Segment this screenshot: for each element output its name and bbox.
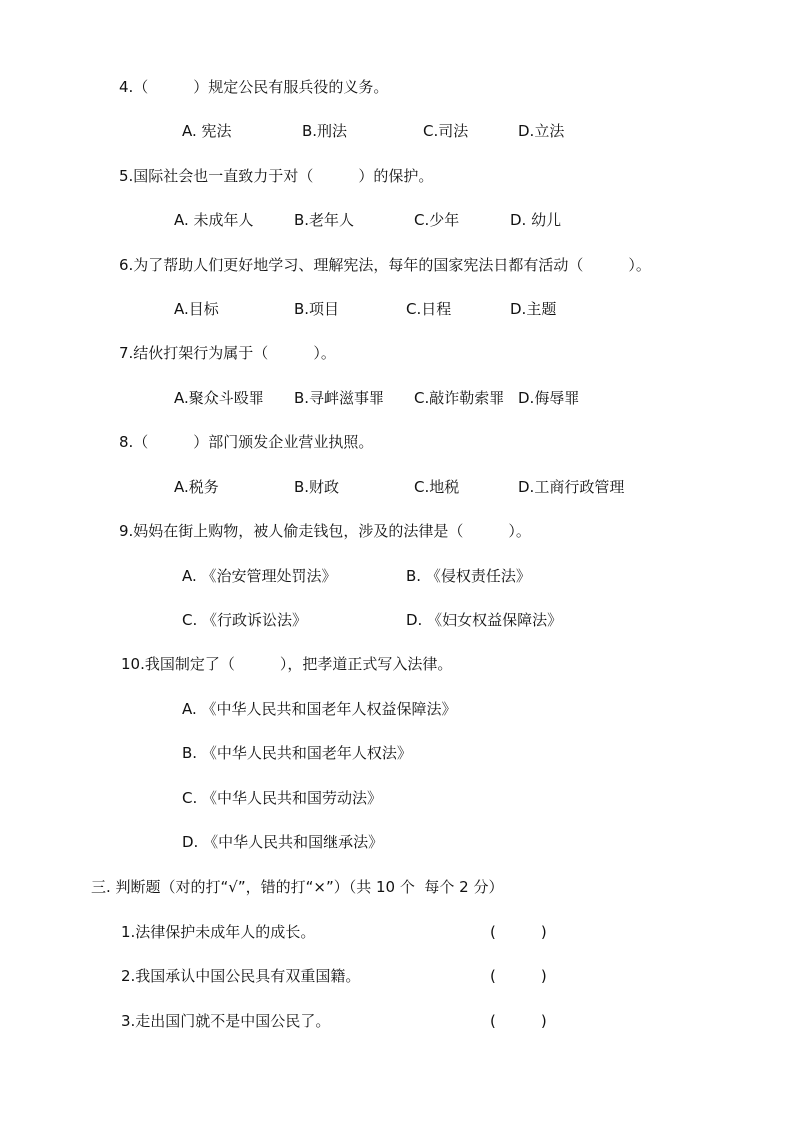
question-10-option-c: C. 《中华人民共和国劳动法》 [182, 789, 383, 807]
judge-item-3-blank: ( ) [490, 1012, 547, 1030]
question-4-option-d: D.立法 [518, 122, 565, 140]
question-7-option-c: C.敲诈勒索罪 [414, 389, 505, 407]
judge-item-2-text: 2.我国承认中国公民具有双重国籍。 [121, 967, 361, 985]
question-8-option-b: B.财政 [294, 478, 340, 496]
question-9-stem: 9.妈妈在街上购物，被人偷走钱包，涉及的法律是（ ）。 [119, 522, 531, 540]
judge-item-1-blank: ( ) [490, 923, 547, 941]
question-9-option-b: B. 《侵权责任法》 [406, 567, 531, 585]
question-5-option-c: C.少年 [414, 211, 460, 229]
question-9-option-c: C. 《行政诉讼法》 [182, 611, 308, 629]
question-9-option-a: A. 《治安管理处罚法》 [182, 567, 337, 585]
question-5-option-d: D. 幼儿 [510, 211, 562, 229]
question-10-option-a: A. 《中华人民共和国老年人权益保障法》 [182, 700, 457, 718]
question-4-stem: 4.（ ）规定公民有服兵役的义务。 [119, 78, 389, 96]
question-7-option-d: D.侮辱罪 [518, 389, 580, 407]
question-10-option-d: D. 《中华人民共和国继承法》 [182, 833, 384, 851]
question-4-option-a: A. 宪法 [182, 122, 232, 140]
question-10-stem: 10.我国制定了（ ），把孝道正式写入法律。 [121, 655, 453, 673]
question-7-option-a: A.聚众斗殴罪 [174, 389, 264, 407]
question-6-option-a: A.目标 [174, 300, 219, 318]
question-4-option-b: B.刑法 [302, 122, 348, 140]
question-5-stem: 5.国际社会也一直致力于对（ ）的保护。 [119, 167, 434, 185]
question-7-stem: 7.结伙打架行为属于（ ）。 [119, 344, 336, 362]
question-6-option-d: D.主题 [510, 300, 557, 318]
question-7-option-b: B.寻衅滋事罪 [294, 389, 385, 407]
question-5-option-b: B.老年人 [294, 211, 355, 229]
judge-item-3-text: 3.走出国门就不是中国公民了。 [121, 1012, 331, 1030]
question-9-option-d: D. 《妇女权益保障法》 [406, 611, 563, 629]
section-3-heading: 三. 判断题（对的打“√”，错的打“×”）（共 10 个 每个 2 分） [91, 878, 504, 896]
question-8-stem: 8.（ ）部门颁发企业营业执照。 [119, 433, 374, 451]
question-5-option-a: A. 未成年人 [174, 211, 254, 229]
question-4-option-c: C.司法 [423, 122, 469, 140]
question-8-option-a: A.税务 [174, 478, 219, 496]
question-8-option-c: C.地税 [414, 478, 460, 496]
judge-item-2-blank: ( ) [490, 967, 547, 985]
question-8-option-d: D.工商行政管理 [518, 478, 625, 496]
question-6-option-b: B.项目 [294, 300, 340, 318]
question-6-stem: 6.为了帮助人们更好地学习、理解宪法，每年的国家宪法日都有活动（ ）。 [119, 256, 651, 274]
question-10-option-b: B. 《中华人民共和国老年人权法》 [182, 744, 412, 762]
judge-item-1-text: 1.法律保护未成年人的成长。 [121, 923, 316, 941]
question-6-option-c: C.日程 [406, 300, 452, 318]
